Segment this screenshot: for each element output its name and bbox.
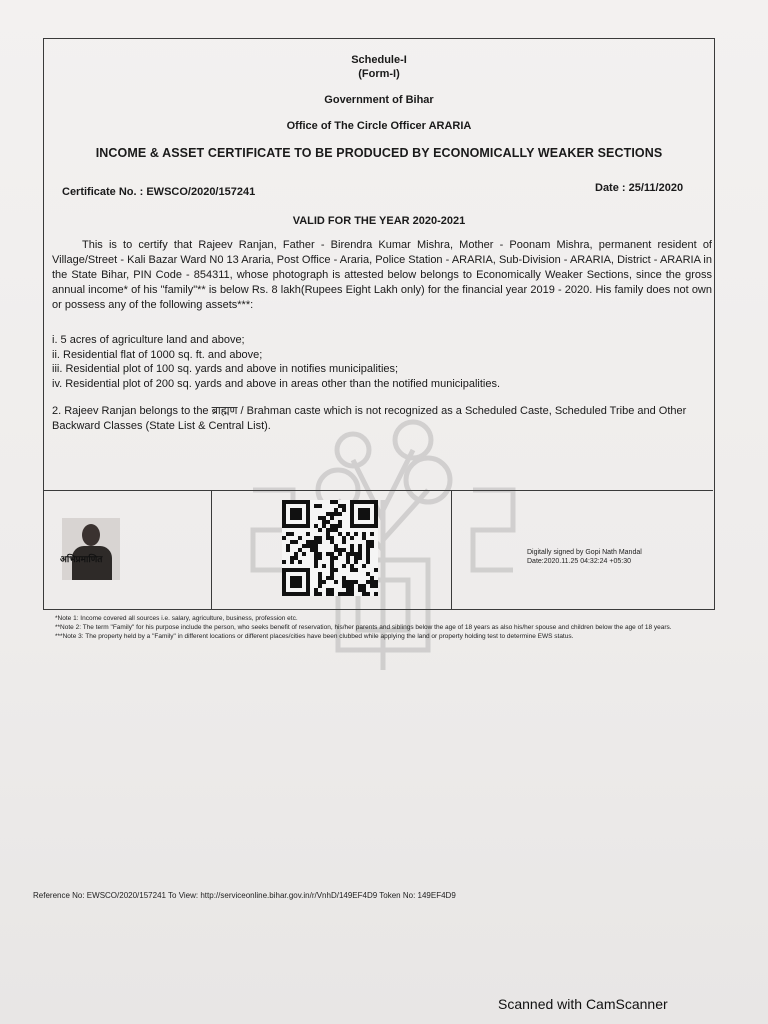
qr-code[interactable] [282, 500, 378, 596]
footnote: ***Note 3: The property held by a "Family" in different locations or different places/cities have been clubbed while applying the land or property holding test to determine EWS status. [55, 633, 574, 640]
caste-paragraph: 2. Rajeev Ranjan belongs to the ब्राह्मण / Brahman caste which is not recognized as a Scheduled Caste, Scheduled Tribe and Other Backward Classes (State List & Central List). [52, 405, 687, 432]
attested-stamp: अभिप्रमाणित [60, 554, 103, 564]
schedule-heading [43, 53, 715, 81]
footnotes [55, 614, 715, 641]
asset-item: iii. Residential plot of 100 sq. yards and above in notifies municipalities; [52, 363, 399, 375]
asset-list [52, 333, 712, 391]
government-label: Government of Bihar [324, 94, 434, 106]
form-label: (Form-I) [358, 68, 400, 80]
asset-item: ii. Residential flat of 1000 sq. ft. and above; [52, 348, 263, 361]
scanner-watermark: Scanned with CamScanner [498, 996, 668, 1012]
reference-line: Reference No: EWSCO/2020/157241 To View: http://serviceonline.bihar.gov.in/r/VnhD/149EF4D9 Token No: 149EF4D9 [33, 891, 456, 900]
validity-label: VALID FOR THE YEAR 2020-2021 [292, 215, 466, 227]
certificate-date: Date : 25/11/2020 [595, 182, 684, 194]
certification-paragraph [52, 238, 712, 313]
applicant-photo [62, 518, 120, 580]
asset-item: i. 5 acres of agriculture land and above; [52, 334, 245, 346]
certificate-number: Certificate No. : EWSCO/2020/157241 [62, 186, 256, 198]
certificate-title: INCOME & ASSET CERTIFICATE TO BE PRODUCED BY ECONOMICALLY WEAKER SECTIONS [95, 146, 663, 160]
office-label: Office of The Circle Officer ARARIA [286, 120, 472, 132]
digital-signature-signer: Digitally signed by Gopi Nath Mandal [527, 549, 642, 556]
digital-signature-date: Date:2020.11.25 04:32:24 +05:30 [527, 558, 631, 565]
certification-text: This is to certify that Rajeev Ranjan, Father - Birendra Kumar Mishra, Mother - Poonam Mishra, permanent resident of Village/Street - Kali Bazar Ward N0 13 Araria, Post Office - Araria, Police Station - ARARIA, Sub-Division - ARARIA, District - ARARIA in the State Bihar, PIN Code - 854311, whose photograph is attested below belongs to Economically Weaker Sections, since the gross annual income* of his "family"** is below Rs. 8 lakh(Rupees Eight Lakh only) for the financial year 2019 - 2020. His family does not own or possess any of the following assets***: [52, 239, 712, 311]
asset-item: iv. Residential plot of 200 sq. yards and above in areas other than the notified municipalities. [52, 377, 501, 390]
schedule-label: Schedule-I [351, 54, 407, 66]
footnote: *Note 1: Income covered all sources i.e. salary, agriculture, business, profession etc. [55, 615, 298, 622]
footnote: **Note 2: The term "Family" for his purpose include the person, who seeks benefit of reservation, his/her parents and siblings below the age of 18 years as also his/her spouse and children below the age of 18 years. [55, 624, 672, 631]
digital-signature [527, 548, 642, 566]
